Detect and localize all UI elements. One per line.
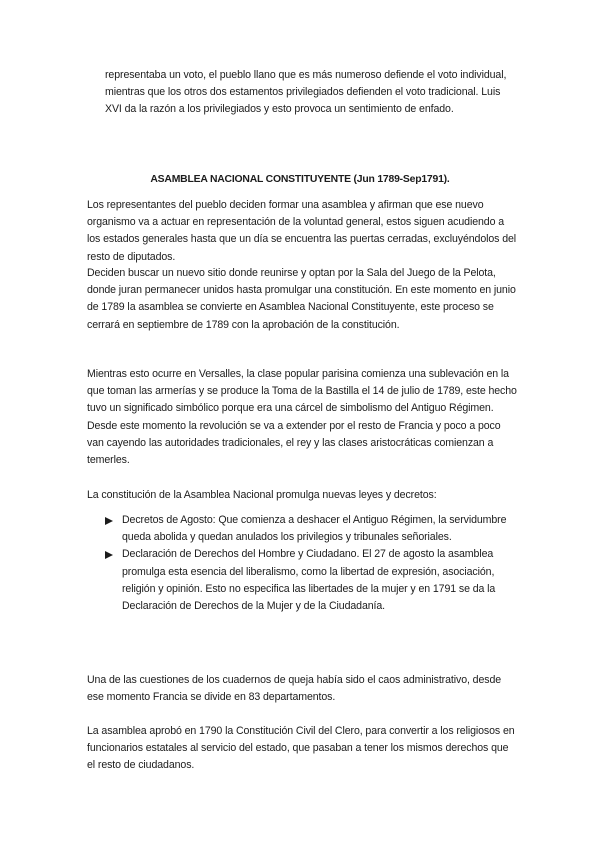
section-heading: ASAMBLEA NACIONAL CONSTITUYENTE (Jun 1789-Sep1791). bbox=[150, 174, 450, 185]
paragraph-assembly-formation: Los representantes del pueblo deciden formar una asamblea y afirman que ese nuevo organismo va a actuar en representación de la voluntad general, estos siguen acudiendo a los estados generales hasta que un día se encuentra las puertas cerradas, excluyéndolos del resto de diputados. bbox=[87, 199, 517, 263]
paragraph-bastilla: Mientras esto ocurre en Versalles, la clase popular parisina comienza una sublevación en la que toman las armerías y se produce la Toma de la Bastilla el 14 de julio de 1789, este hecho tuvo un significado simbólico porque era una cárcel de simbolismo del Antiguo Régimen. Desde este momento la revolución se va a extender por el resto de Francia y poco a poco van cayendo las autoridades tradicionales, el rey y las clases aristocráticas comienzan a temerles. bbox=[87, 368, 517, 467]
arrow-bullet-icon bbox=[105, 551, 113, 559]
paragraph-juego-de-pelota: Deciden buscar un nuevo sitio donde reunirse y optan por la Sala del Juego de la Pelota, donde juran permanecer unidos hasta promulgar una constitución. En este momento en junio de 1789 la asamblea se convierte en Asamblea Nacional Constituyente, este proceso se cerrará en septiembre de 1789 con la aprobación de la constitución. bbox=[87, 267, 516, 331]
paragraph-civil-clergy: La asamblea aprobó en 1790 la Constitución Civil del Clero, para convertir a los religiosos en funcionarios estatales al servicio del estado, que pasaban a tener los mismos derechos que el resto de ciudadanos. bbox=[87, 725, 515, 772]
list-item-text: Declaración de Derechos del Hombre y Ciudadano. El 27 de agosto la asamblea promulga esta esencia del liberalismo, como la libertad de expresión, asociación, religión y opinión. Esto no especifica las libertades de la mujer y en 1791 se da la Declaración de Derechos de la Mujer y de la Ciudadanía. bbox=[122, 548, 496, 613]
list-item-text: Decretos de Agosto: Que comienza a deshacer el Antiguo Régimen, la servidumbre queda abolida y quedan anulados los privilegios y tribunales señoriales. bbox=[122, 514, 507, 544]
list-item bbox=[105, 546, 519, 615]
paragraph-decrees-intro: La constitución de la Asamblea Nacional promulga nuevas leyes y decretos: bbox=[87, 489, 437, 501]
intro-paragraph: representaba un voto, el pueblo llano que es más numeroso defiende el voto individual, mientras que los otros dos estamentos privilegiados defienden el voto tradicional. Luis XVI da la razón a los privilegiados y esto provoca un sentimiento de enfado. bbox=[105, 69, 507, 116]
paragraph-departments: Una de las cuestiones de los cuadernos de queja había sido el caos administrativo, desde ese momento Francia se divide en 83 departamentos. bbox=[87, 674, 502, 704]
arrow-bullet-icon bbox=[105, 517, 113, 525]
decrees-list bbox=[105, 512, 519, 615]
list-item bbox=[105, 512, 519, 546]
